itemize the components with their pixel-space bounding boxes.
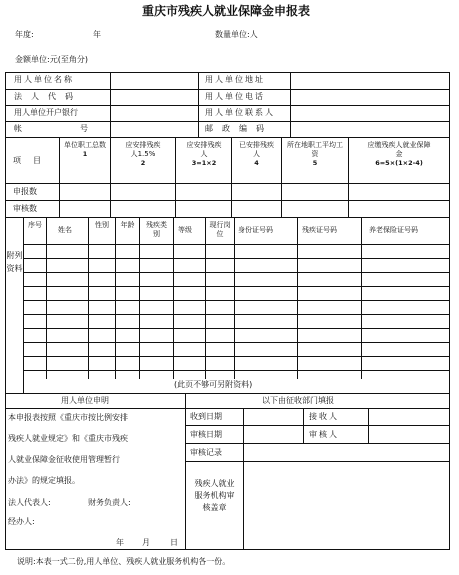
footer-note: 说明:本表一式二份,用人单位、残疾人就业服务机构各一份。 (17, 557, 231, 566)
employer-address-label: 用人单位地址 (205, 75, 265, 84)
finance-label: 财务负责人: (88, 498, 131, 507)
calc-col-employed: 已安排残疾人 4 (239, 141, 274, 167)
att-col-pension-number: 养老保险证号码 (369, 226, 418, 234)
receiver-label: 接收人 (309, 412, 339, 421)
statement-line-2: 残疾人就业规定》和《重庆市残疾 (8, 434, 128, 443)
date-year: 年 (116, 538, 124, 547)
calc-col-should-employ: 应安排残疾人 3=1×2 (186, 141, 222, 167)
att-col-disability-cert: 残疾证号码 (302, 226, 337, 234)
form-title: 重庆市残疾人就业保障金申报表 (142, 4, 311, 18)
attachment-note: (此页不够可另附资料) (174, 380, 253, 389)
legal-code-label: 法人代码 (14, 92, 82, 101)
calc-col-avg-wage: 所在地职工平均工资 5 (287, 141, 343, 167)
date-month: 月 (142, 538, 150, 547)
year-label: 年度: (15, 30, 34, 39)
seal-label: 残疾人就业服务机构审核盖章 (194, 479, 235, 512)
att-col-id-number: 身份证号码 (238, 226, 273, 234)
att-col-age: 年龄 (120, 221, 135, 229)
statement-line-4: 办法》的规定填报。 (8, 476, 80, 485)
date-day: 日 (170, 538, 178, 547)
bank-label: 用人单位开户银行 (14, 108, 78, 117)
att-col-seq: 序号 (28, 221, 42, 229)
audit-record-label: 审核记录 (190, 448, 222, 457)
employer-phone-label: 用人单位电话 (205, 92, 265, 101)
employer-name-label: 用人单位名称 (14, 75, 74, 84)
att-col-grade: 等级 (178, 226, 192, 234)
statement-line-1: 本申报表按照《重庆市按比例安排 (8, 413, 128, 422)
account-label: 帐号 (14, 124, 146, 133)
statement-title: 用人单位申明 (61, 396, 109, 405)
handler-label: 经办人: (8, 517, 35, 526)
att-col-disability-type: 残疾类别 (146, 221, 167, 238)
audited-row-label: 审核数 (13, 204, 37, 213)
calc-col-levy: 应缴残疾人就业保障金 6=5×(1×2-4) (367, 141, 431, 167)
legal-rep-label: 法人代表人: (8, 498, 51, 507)
att-col-position: 现行岗位 (209, 221, 231, 238)
statement-line-3: 人就业保障金征收使用管理暂行 (8, 455, 120, 464)
contact-label: 用人单位联系人 (205, 108, 275, 117)
receive-date-label: 收到日期 (190, 412, 222, 421)
calc-col-total-staff: 单位职工总数 1 (64, 141, 106, 158)
declared-row-label: 申报数 (13, 187, 37, 196)
auditor-label: 审核人 (309, 430, 339, 439)
year-unit: 年 (93, 30, 101, 39)
attachment-side-label: 附列资料 (6, 251, 23, 273)
amount-unit: 金额单位:元(至角分) (15, 55, 88, 64)
audit-date-label: 审核日期 (190, 430, 222, 439)
att-col-gender: 性别 (95, 221, 109, 229)
postcode-label: 邮政编码 (205, 124, 273, 133)
calc-col-ratio: 应安排残疾人1.5% 2 (125, 141, 161, 167)
quantity-unit: 数量单位:人 (215, 30, 258, 39)
att-col-name: 姓名 (58, 226, 72, 234)
audit-title: 以下由征收部门填报 (262, 396, 334, 405)
item-label: 项目 (13, 156, 53, 165)
